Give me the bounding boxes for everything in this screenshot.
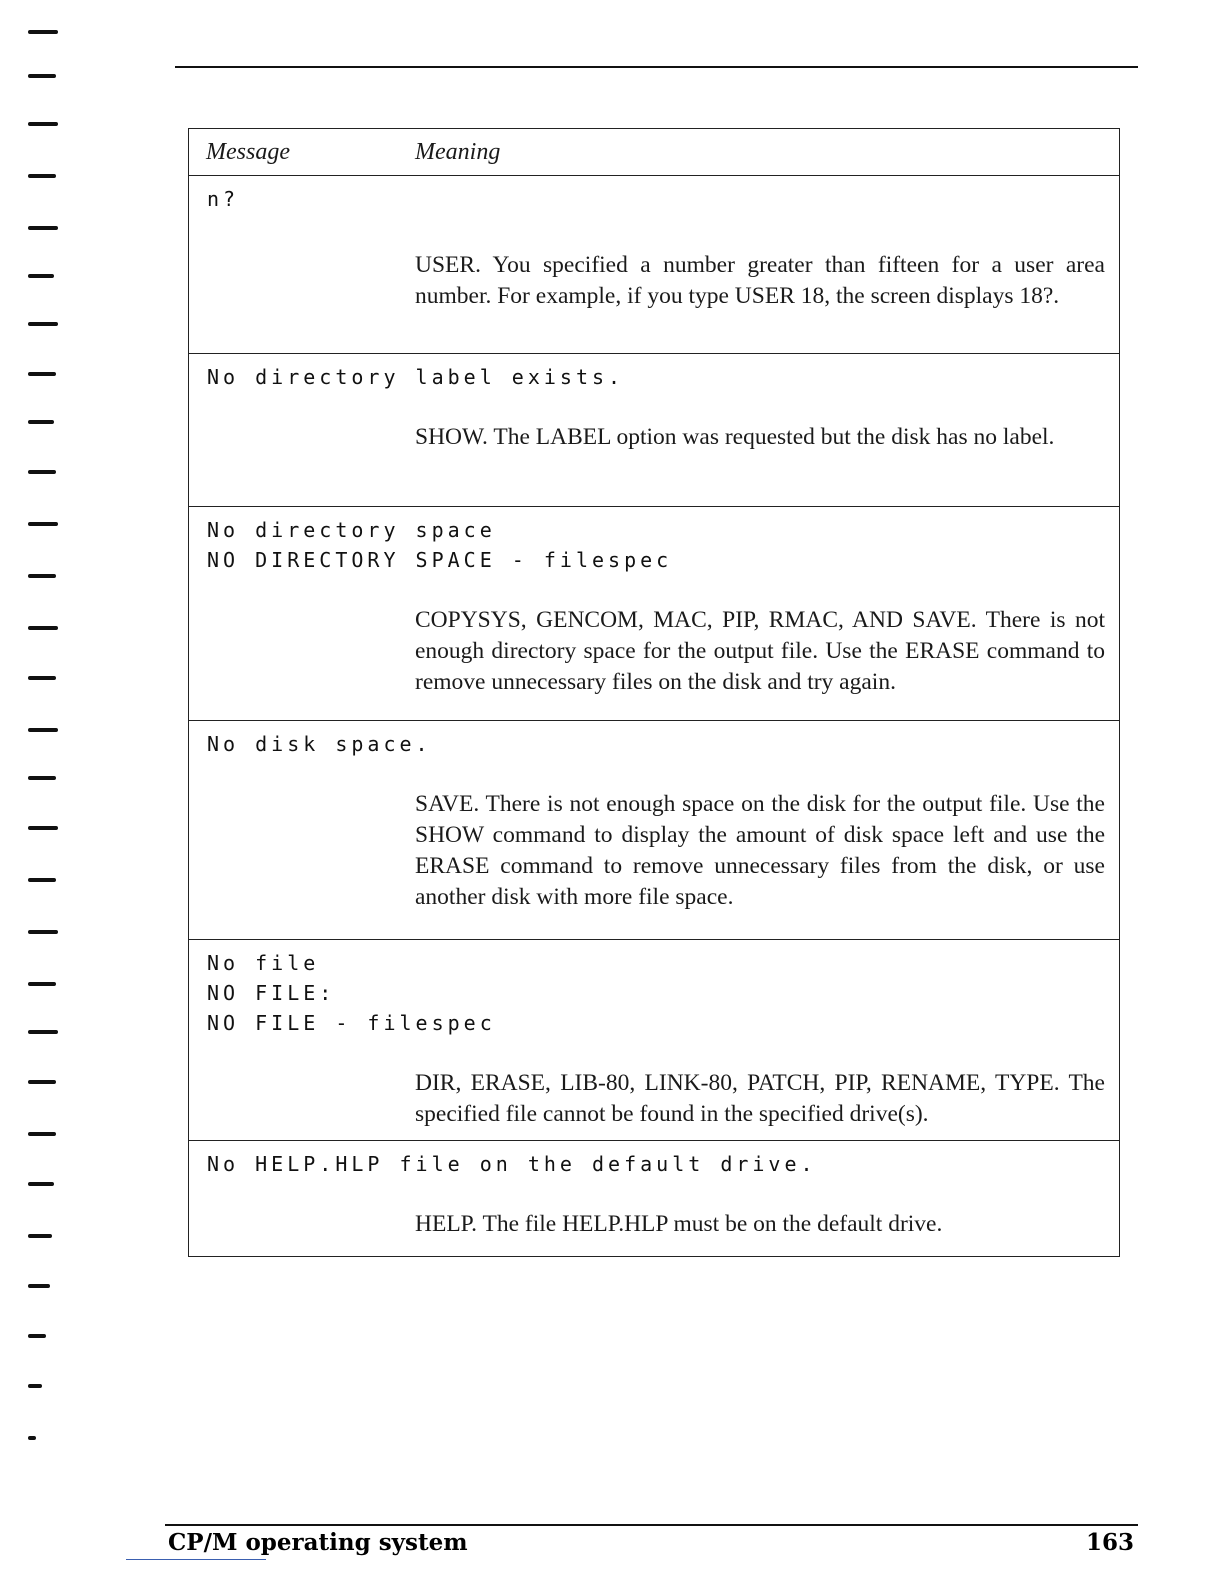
margin-tick	[28, 522, 58, 526]
meaning-cell: DIR, ERASE, LIB-80, LINK-80, PATCH, PIP, RENAME, TYPE. The specified file cannot be found in the specified drive(s).	[415, 1070, 1105, 1127]
table-row	[189, 507, 1119, 721]
margin-tick	[28, 626, 58, 630]
footer-rule	[165, 1524, 1138, 1526]
footer-underline	[126, 1559, 266, 1560]
margin-tick	[28, 826, 58, 830]
margin-tick	[28, 174, 56, 178]
margin-tick	[28, 30, 58, 34]
table-row	[189, 176, 1119, 354]
message-text: No disk space.	[207, 732, 432, 756]
margin-tick	[28, 728, 58, 732]
meaning-cell: SAVE. There is not enough space on the disk for the output file. Use the SHOW command to display the amount of disk space left and use the ERASE command to remove unnecessary files from the disk, or use another disk with more file space.	[415, 791, 1105, 910]
margin-tick	[28, 878, 56, 882]
margin-tick	[28, 1132, 56, 1136]
message-text: No HELP.HLP file on the default drive.	[207, 1152, 817, 1176]
margin-tick	[28, 226, 58, 230]
table-row	[189, 721, 1119, 940]
margin-tick	[28, 1284, 50, 1288]
page-number: 163	[1085, 1529, 1134, 1556]
message-text: NO FILE:	[207, 981, 336, 1005]
margin-tick	[28, 322, 58, 326]
message-text: No file	[207, 951, 320, 975]
margin-tick	[28, 74, 56, 78]
margin-tick	[28, 1436, 36, 1440]
margin-tick	[28, 1182, 54, 1186]
binding-margin-ticks	[28, 0, 78, 1584]
meaning-cell: HELP. The file HELP.HLP must be on the default drive.	[415, 1211, 943, 1237]
message-cell	[189, 176, 1119, 214]
margin-tick	[28, 274, 54, 278]
margin-tick	[28, 574, 56, 578]
message-text: No directory space	[207, 518, 496, 542]
message-cell	[189, 721, 1119, 759]
margin-tick	[28, 1334, 46, 1338]
margin-tick	[28, 676, 56, 680]
table-row	[189, 940, 1119, 1141]
header-meaning: Meaning	[415, 139, 501, 165]
margin-tick	[28, 1234, 52, 1238]
margin-tick	[28, 372, 56, 376]
header-rule	[175, 66, 1138, 68]
message-cell	[189, 354, 1119, 392]
meaning-cell: USER. You specified a number greater than fifteen for a user area number. For example, if you type USER 18, the screen displays 18?.	[415, 252, 1105, 309]
margin-tick	[28, 420, 54, 424]
message-cell	[189, 940, 1119, 1038]
table-row	[189, 1141, 1119, 1257]
message-cell	[189, 1141, 1119, 1179]
footer-title: CP/M operating system	[168, 1529, 468, 1556]
message-text: NO DIRECTORY SPACE - filespec	[207, 548, 673, 572]
margin-tick	[28, 1384, 42, 1388]
header-message: Message	[206, 139, 290, 165]
margin-tick	[28, 1080, 56, 1084]
message-text: NO FILE - filespec	[207, 1011, 496, 1035]
message-text: n?	[207, 187, 240, 211]
message-text: No directory label exists.	[207, 365, 625, 389]
message-cell	[189, 507, 1119, 575]
margin-tick	[28, 122, 58, 126]
margin-tick	[28, 1030, 58, 1034]
meaning-cell: COPYSYS, GENCOM, MAC, PIP, RMAC, AND SAVE. There is not enough directory space for the output file. Use the ERASE command to remove unnecessary files on the disk and try again.	[415, 607, 1105, 695]
error-message-table	[188, 128, 1120, 1257]
table-header	[189, 129, 1119, 176]
table-row	[189, 354, 1119, 507]
margin-tick	[28, 930, 58, 934]
margin-tick	[28, 470, 56, 474]
margin-tick	[28, 982, 56, 986]
meaning-cell: SHOW. The LABEL option was requested but the disk has no label.	[415, 424, 1055, 450]
margin-tick	[28, 776, 56, 780]
